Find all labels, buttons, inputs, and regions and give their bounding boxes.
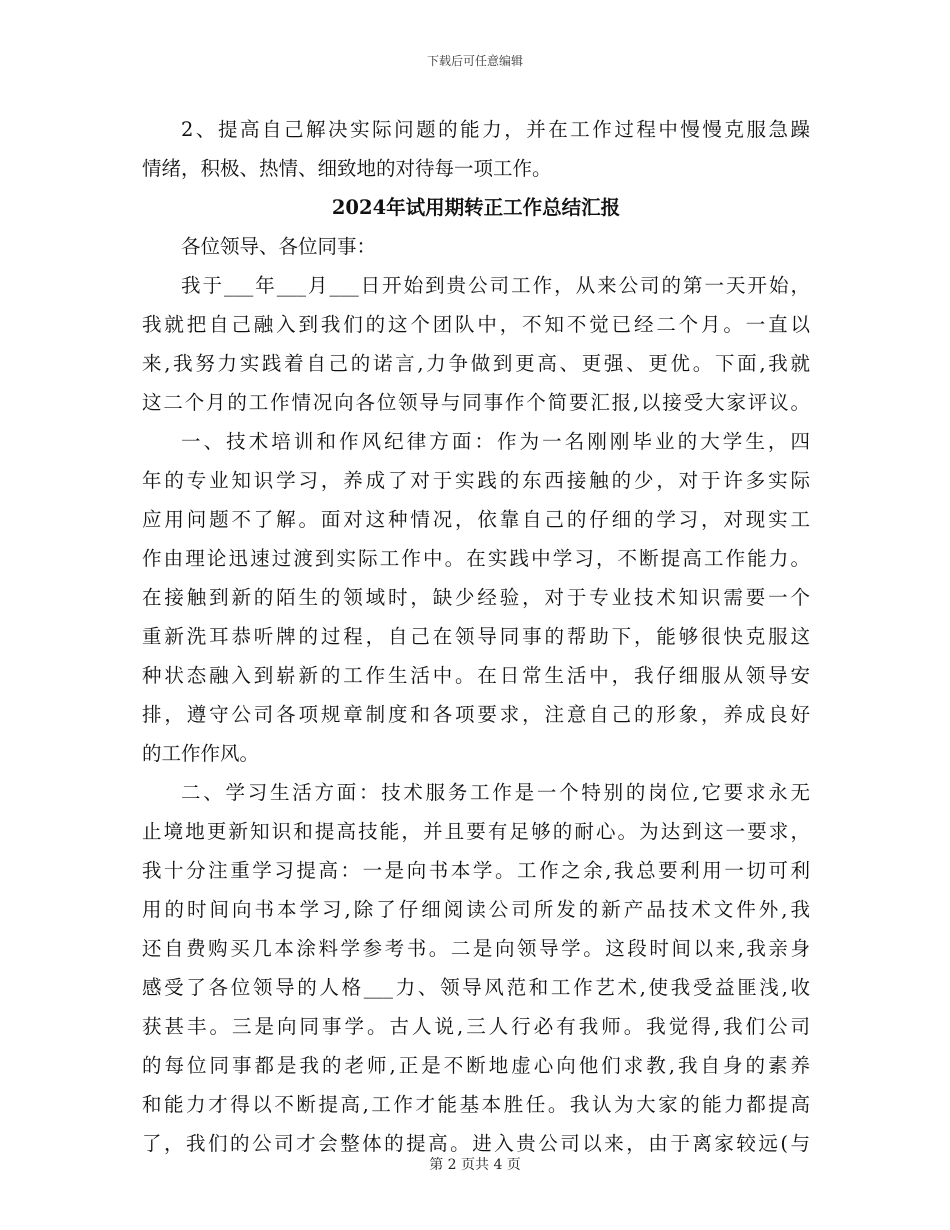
text-line: 种状态融入到崭新的工作生活中。在日常生活中，我仔细服从领导安: [142, 664, 810, 687]
page-header: 下载后可任意编辑: [426, 54, 523, 68]
text-line: 一、技术培训和作风纪律方面：作为一名刚刚毕业的大学生，四: [181, 430, 810, 453]
text-line: 这二个月的工作情况向各位领导与同事作个简要汇报,以接受大家评议。: [142, 391, 810, 414]
text-line: 在接触到新的陌生的领域时，缺少经验，对于专业技术知识需要一个: [142, 586, 810, 609]
text-line: 年的专业知识学习，养成了对于实践的东西接触的少，对于许多实际: [142, 469, 810, 492]
text-line: 的工作作风。: [142, 742, 260, 765]
text-line: 还自费购买几本涂料学参考书。二是向领导学。这段时间以来,我亲身: [142, 937, 810, 960]
salutation: 各位领导、各位同事：: [181, 235, 377, 258]
document-body: [142, 110, 810, 1163]
page-number: 第 2 页共 4 页: [429, 1157, 521, 1173]
text-line: 应用问题不了解。面对这种情况，依靠自己的仔细的学习，对现实工: [142, 508, 810, 531]
text-line: 我十分注重学习提高：一是向书本学。工作之余,我总要利用一切可利: [142, 859, 810, 882]
text-line: 二、学习生活方面：技术服务工作是一个特别的岗位,它要求永无: [181, 781, 810, 804]
text-line: 排，遵守公司各项规章制度和各项要求，注意自己的形象，养成良好: [142, 703, 810, 726]
document-title: 2024年试用期转正工作总结汇报: [331, 196, 621, 219]
text-line: 我就把自己融入到我们的这个团队中，不知不觉已经二个月。一直以: [142, 313, 810, 336]
text-line: 重新洗耳恭听牌的过程，自己在领导同事的帮助下，能够很快克服这: [142, 625, 810, 648]
text-line: 作由理论迅速过渡到实际工作中。在实践中学习，不断提高工作能力。: [142, 547, 810, 570]
text-line: 了，我们的公司才会整体的提高。进入贵公司以来，由于离家较远(与: [142, 1132, 810, 1155]
previous-section: [142, 110, 810, 188]
text-line: 我于___年___月___日开始到贵公司工作，从来公司的第一天开始，: [181, 274, 810, 297]
text-line: 情绪，积极、热情、细致地的对待每一项工作。: [142, 157, 552, 180]
paragraph-intro: [142, 266, 810, 422]
text-line: 2、提高自己解决实际问题的能力，并在工作过程中慢慢克服急躁: [181, 118, 810, 141]
text-line: 和能力才得以不断提高,工作才能基本胜任。我认为大家的能力都提高: [142, 1093, 810, 1116]
text-line: 获甚丰。三是向同事学。古人说,三人行必有我师。我觉得,我们公司: [142, 1015, 810, 1038]
text-line: 止境地更新知识和提高技能，并且要有足够的耐心。为达到这一要求，: [142, 820, 810, 843]
text-line: 感受了各位领导的人格___力、领导风范和工作艺术,使我受益匪浅,收: [142, 976, 810, 999]
text-line: 的每位同事都是我的老师,正是不断地虚心向他们求教,我自身的素养: [142, 1054, 810, 1077]
text-line: 用的时间向书本学习,除了仔细阅读公司所发的新产品技术文件外,我: [142, 898, 810, 921]
paragraph-training: [142, 422, 810, 773]
paragraph-study: [142, 773, 810, 1163]
text-line: 来,我努力实践着自己的诺言,力争做到更高、更强、更优。下面,我就: [142, 352, 810, 375]
